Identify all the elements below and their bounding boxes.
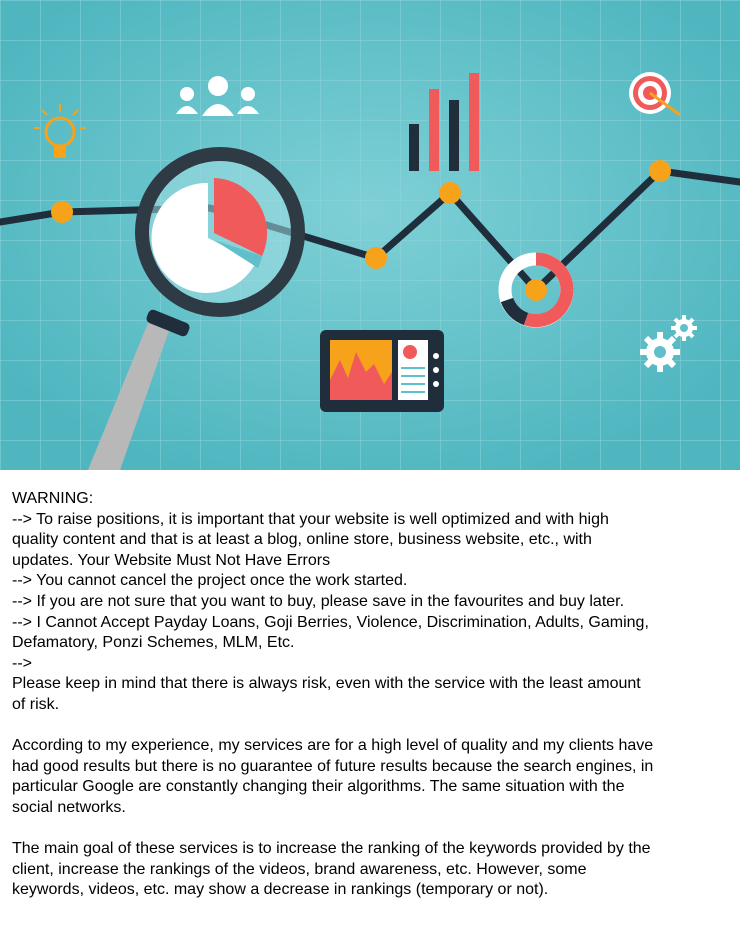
- paragraph-gap: [12, 716, 736, 737]
- trend-point: [51, 201, 73, 223]
- paragraph-line: social networks.: [12, 798, 126, 816]
- notice-line: Defamatory, Ponzi Schemes, MLM, Etc.: [12, 634, 295, 652]
- notice-line: --> If you are not sure that you want to buy, please save in the favourites and buy later.: [12, 592, 625, 610]
- notice-line: --> You cannot cancel the project once the work started.: [12, 572, 408, 590]
- paragraph-line: According to my experience, my services are for a high level of quality and my clients have: [12, 737, 654, 755]
- notice-line: --> To raise positions, it is important that your website is well optimized and with high: [12, 510, 609, 528]
- notice-text: [12, 489, 736, 901]
- notice-line: --> I Cannot Accept Payday Loans, Goji Berries, Violence, Discrimination, Adults, Gaming,: [12, 613, 649, 631]
- tablet-chart-icon: [320, 330, 444, 412]
- trend-point: [525, 279, 547, 301]
- notice-line: quality content and that is at least a blog, online store, business website, etc., with: [12, 531, 592, 549]
- notice-line: updates. Your Website Must Not Have Errors: [12, 551, 331, 569]
- trend-point: [649, 160, 671, 182]
- notice-line: of risk.: [12, 695, 60, 713]
- paragraph-line: particular Google are constantly changing their algorithms. The same situation with the: [12, 778, 625, 796]
- notice-line: Please keep in mind that there is always risk, even with the service with the least amount: [12, 675, 641, 693]
- paragraph-line: client, increase the rankings of the videos, brand awareness, etc. However, some: [12, 860, 587, 878]
- trend-point: [365, 247, 387, 269]
- paragraph-gap: [12, 819, 736, 840]
- trend-point: [439, 182, 461, 204]
- notice-line: WARNING:: [12, 490, 94, 507]
- paragraph-line: keywords, videos, etc. may show a decrease in rankings (temporary or not).: [12, 881, 549, 899]
- notice-line: -->: [12, 654, 32, 672]
- paragraph-line: had good results but there is no guarantee of future results because the search engines, in: [12, 757, 654, 775]
- paragraph-line: The main goal of these services is to increase the ranking of the keywords provided by the: [12, 840, 651, 858]
